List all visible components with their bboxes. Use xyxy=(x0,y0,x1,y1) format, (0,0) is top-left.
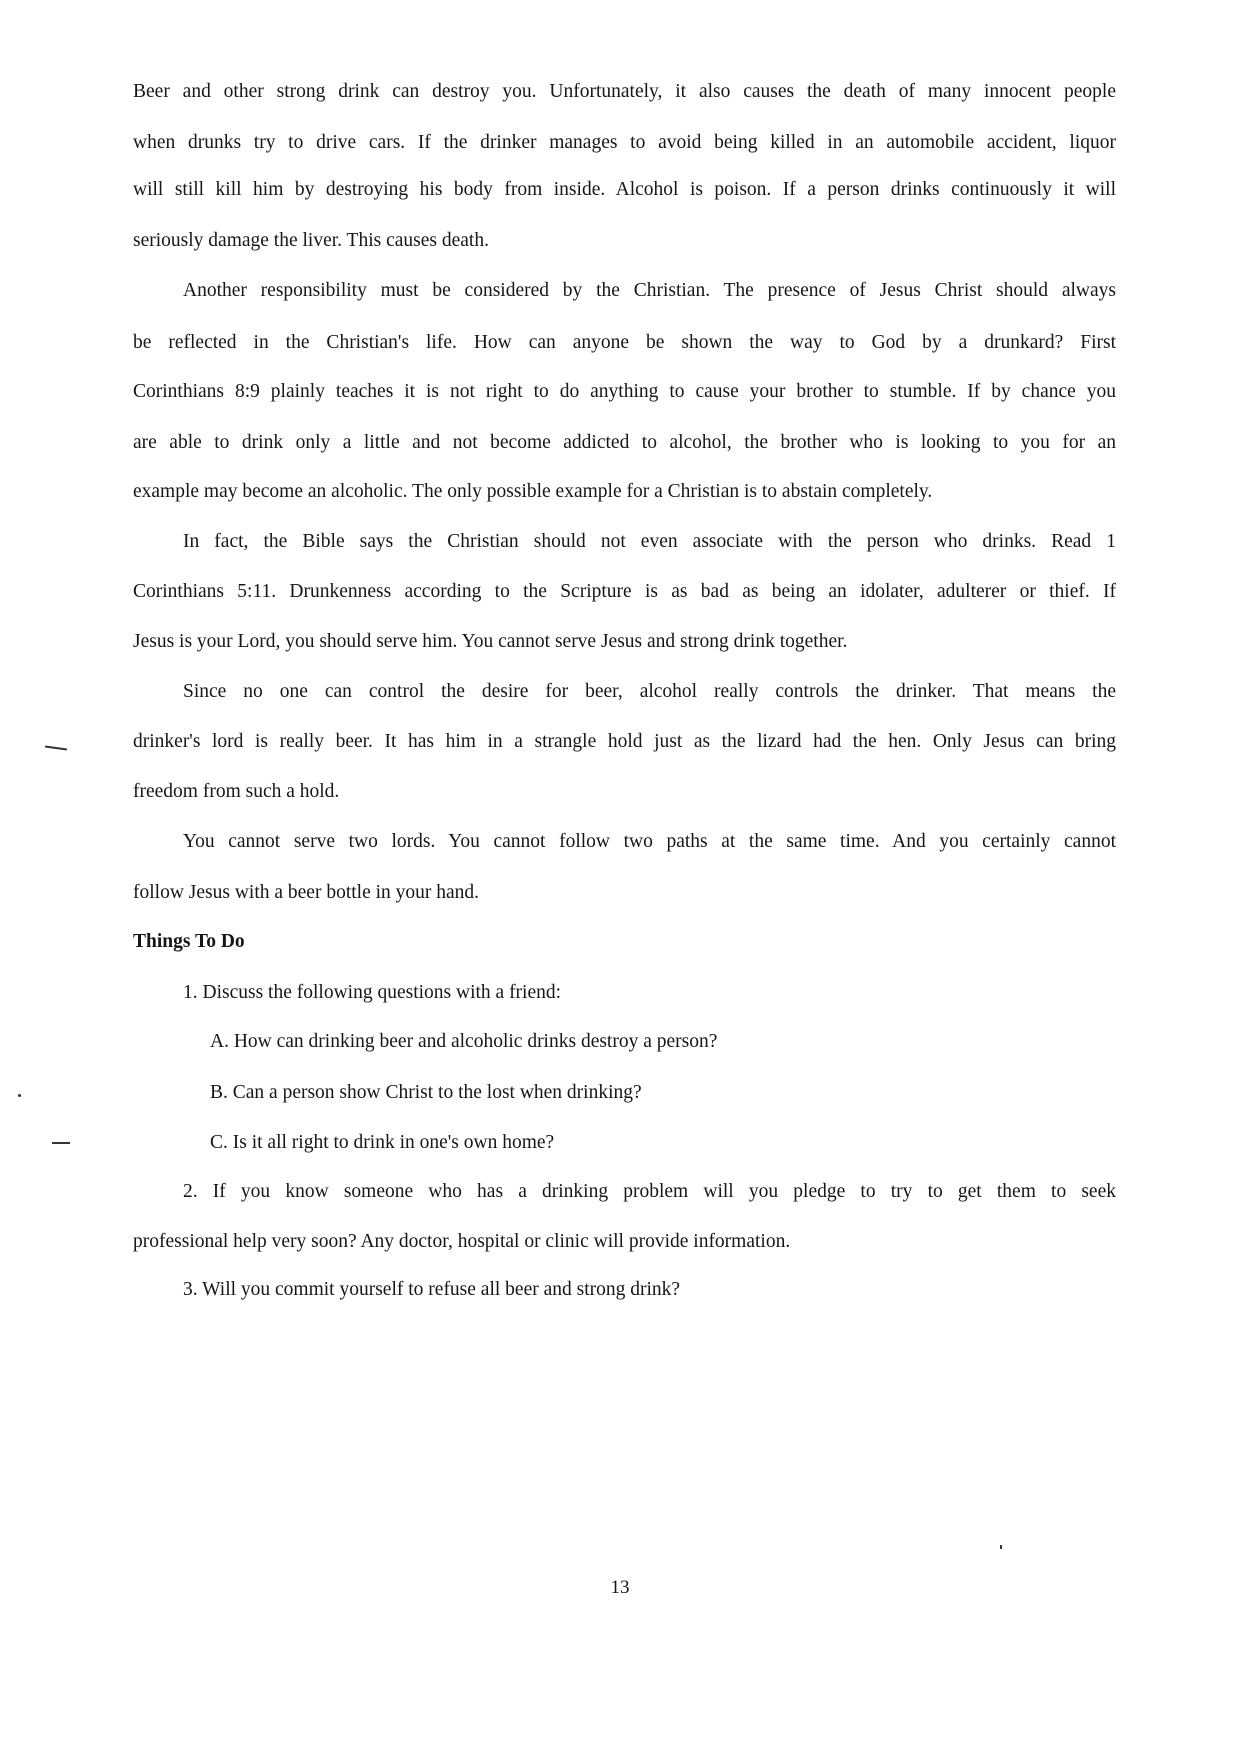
paragraph-5-line: You cannot serve two lords. You cannot follow two paths at the same time. And you certainly cannot xyxy=(183,831,1116,852)
paragraph-1-line: will still kill him by destroying his body from inside. Alcohol is poison. If a person drinks continuously it will xyxy=(133,179,1116,200)
page-number: 13 xyxy=(610,1577,630,1598)
paragraph-2-line: Corinthians 8:9 plainly teaches it is not right to do anything to cause your brother to stumble. If by chance you xyxy=(133,381,1116,402)
paragraph-2-line: example may become an alcoholic. The only possible example for a Christian is to abstain completely. xyxy=(133,481,933,502)
scan-mark xyxy=(18,1094,21,1097)
task-item-3: 3. Will you commit yourself to refuse all beer and strong drink? xyxy=(183,1279,681,1300)
task-item-2-line: professional help very soon? Any doctor, hospital or clinic will provide information. xyxy=(133,1231,791,1252)
question-a: A. How can drinking beer and alcoholic drinks destroy a person? xyxy=(210,1031,718,1052)
paragraph-2-line: Another responsibility must be considered by the Christian. The presence of Jesus Christ should always xyxy=(183,280,1116,301)
paragraph-4-line: freedom from such a hold. xyxy=(133,781,340,802)
question-c: C. Is it all right to drink in one's own home? xyxy=(210,1132,555,1153)
paragraph-1-line: seriously damage the liver. This causes death. xyxy=(133,230,489,251)
scan-mark xyxy=(52,1142,70,1144)
paragraph-3-line: In fact, the Bible says the Christian should not even associate with the person who drinks. Read 1 xyxy=(183,531,1116,552)
paragraph-4-line: drinker's lord is really beer. It has him in a strangle hold just as the lizard had the hen. Only Jesus can bring xyxy=(133,731,1116,752)
paragraph-2-line: be reflected in the Christian's life. How can anyone be shown the way to God by a drunkard? First xyxy=(133,332,1116,353)
paragraph-3-line: Corinthians 5:11. Drunkenness according to the Scripture is as bad as being an idolater, adulterer or thief. If xyxy=(133,581,1116,602)
paragraph-4-line: Since no one can control the desire for beer, alcohol really controls the drinker. That means the xyxy=(183,681,1116,702)
paragraph-2-line: are able to drink only a little and not become addicted to alcohol, the brother who is looking to you for an xyxy=(133,432,1116,453)
paragraph-1-line: when drunks try to drive cars. If the drinker manages to avoid being killed in an automobile accident, liquor xyxy=(133,132,1116,153)
task-item-1: 1. Discuss the following questions with a friend: xyxy=(183,982,562,1003)
question-b: B. Can a person show Christ to the lost when drinking? xyxy=(210,1082,642,1103)
scan-mark xyxy=(45,745,67,750)
scan-mark xyxy=(1000,1545,1002,1549)
things-to-do-heading: Things To Do xyxy=(133,931,245,952)
task-item-2-line: 2. If you know someone who has a drinking problem will you pledge to try to get them to seek xyxy=(183,1181,1116,1202)
paragraph-1-line: Beer and other strong drink can destroy you. Unfortunately, it also causes the death of many innocent people xyxy=(133,81,1116,102)
paragraph-5-line: follow Jesus with a beer bottle in your hand. xyxy=(133,882,480,903)
paragraph-3-line: Jesus is your Lord, you should serve him. You cannot serve Jesus and strong drink together. xyxy=(133,631,848,652)
